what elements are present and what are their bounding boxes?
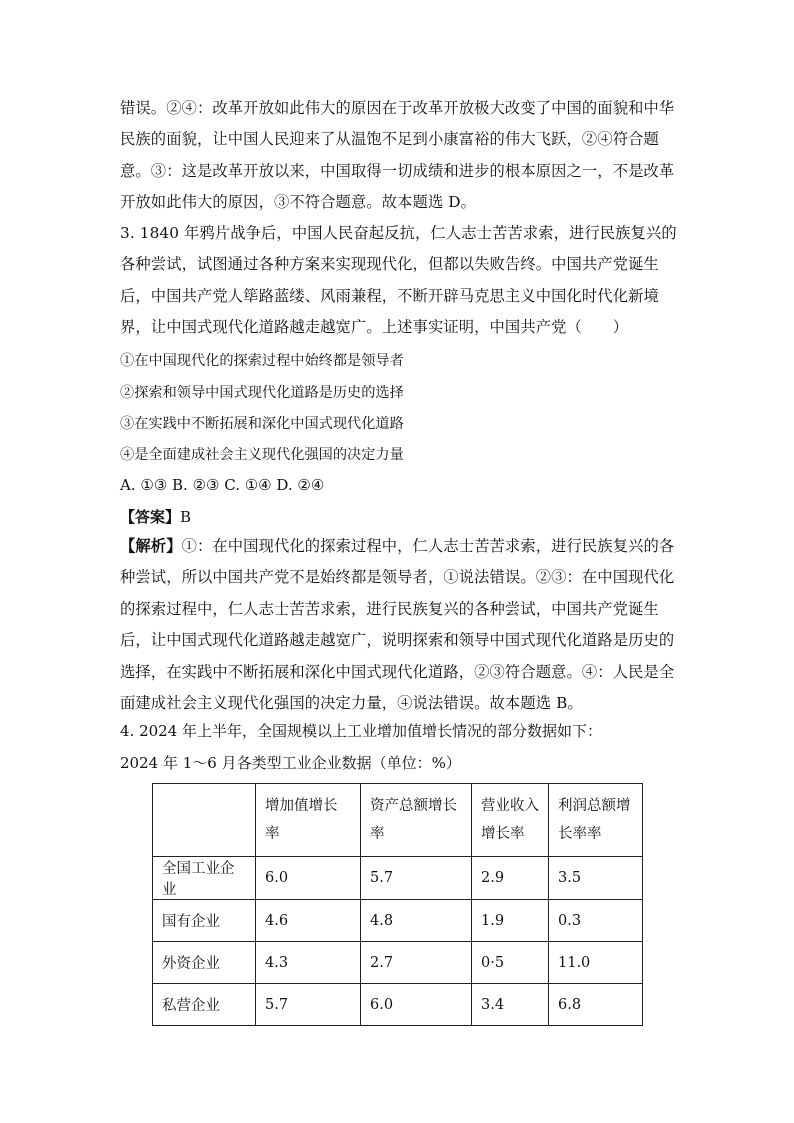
question-3-answer [120,506,191,527]
table-cell: 4.8 [361,900,472,942]
table-cell: 6.0 [256,857,361,900]
table-header-cell: 利润总额增长率率 [549,784,643,857]
table-header-cell: 增加值增长率 [256,784,361,857]
table-cell: 11.0 [549,942,643,984]
question-3-option-3: ③在实践中不断拓展和深化中国式现代化道路 [120,416,404,432]
analysis-text: ①：在中国现代化的探索过程中，仁人志士苦苦求索，进行民族复兴的各种尝试，所以中国共产党不是始终都是领导者，①说法错误。②③：在中国现代化的探索过程中，仁人志士苦苦求索，进行民族复兴的各种尝试，中国共产党诞生后，让中国式现代化道路越走越宽广，说明探索和领导中国式现代化道路是历史的选择，在实践中不断拓展和深化中国式现代化道路，②③符合题意。④：人民是全面建成社会主义现代化强国的决定力量，④说法错误。故本题选 B。 [120,537,675,713]
table-cell: 国有企业 [153,900,256,942]
question-3-option-2: ②探索和领导中国式现代化道路是历史的选择 [120,385,404,401]
question-3-analysis [120,531,678,719]
table-row [153,857,643,900]
table-cell: 3.4 [472,984,549,1026]
table-header-cell: 营业收入增长率 [472,784,549,857]
table-header-cell [153,784,256,857]
table-cell: 0·5 [472,942,549,984]
analysis-label: 【解析】 [120,537,182,555]
question-3-option-1: ①在中国现代化的探索过程中始终都是领导者 [120,353,404,369]
table-cell: 4.3 [256,942,361,984]
table-cell: 1.9 [472,900,549,942]
table-cell: 6.0 [361,984,472,1026]
table-row [153,984,643,1026]
prev-answer-analysis: 错误。②④：改革开放如此伟大的原因在于改革开放极大改变了中国的面貌和中华民族的面貌，让中国人民迎来了从温饱不足到小康富裕的伟大飞跃，②④符合题意。③：这是改革开放以来，中国取得一切成绩和进步的根本原因之一，不是改革开放如此伟大的原因，③不符合题意。故本题选 D。 [120,99,675,212]
question-3-choices: A. ①③ B. ②③ C. ①④ D. ②④ [120,476,325,494]
table-header-cell: 资产总额增长率 [361,784,472,857]
question-3-option-4: ④是全面建成社会主义现代化强国的决定力量 [120,447,404,463]
table-cell: 2.7 [361,942,472,984]
answer-value: B [180,508,192,526]
table-row [153,900,643,942]
table-cell: 私营企业 [153,984,256,1026]
table-cell: 5.7 [256,984,361,1026]
table-header-row [153,784,643,857]
table-caption: 2024 年 1～6 月各类型工业企业数据（单位：%） [120,754,461,772]
table-cell: 6.8 [549,984,643,1026]
table-cell: 5.7 [361,857,472,900]
table-cell: 4.6 [256,900,361,942]
table-cell: 3.5 [549,857,643,900]
question-4-stem: 4. 2024 年上半年，全国规模以上工业增加值增长情况的部分数据如下： [120,722,603,740]
table-row [153,942,643,984]
question-3-stem: 3. 1840 年鸦片战争后，中国人民奋起反抗，仁人志士苦苦求索，进行民族复兴的各种尝试，试图通过各种方案来实现现代化，但都以失败告终。中国共产党诞生后，中国共产党人筚路蓝缕、风雨兼程，不断开辟马克思主义中国化时代化新境界，让中国式现代化道路越走越宽广。上述事实证明，中国共产党（ ） [120,224,677,337]
industry-data-table [152,783,643,1026]
table-cell: 外资企业 [153,942,256,984]
table-cell: 2.9 [472,857,549,900]
answer-label: 【答案】 [120,508,181,526]
table-cell: 全国工业企业 [153,857,256,900]
table-cell: 0.3 [549,900,643,942]
